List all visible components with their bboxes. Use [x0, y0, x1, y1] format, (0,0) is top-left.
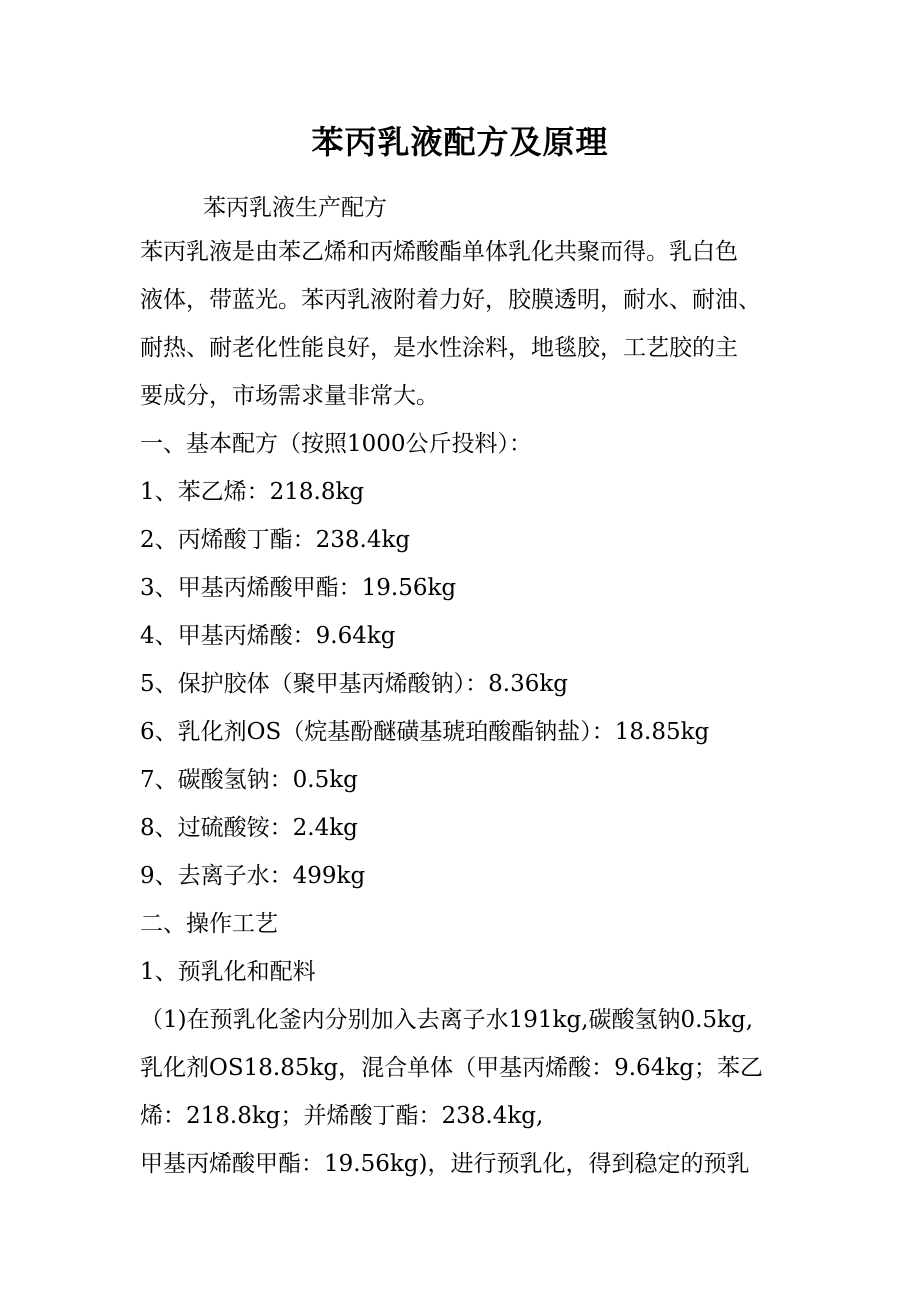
formula-item: 4、甲基丙烯酸：9.64kg [140, 623, 396, 649]
formula-item: 7、碳酸氢钠：0.5kg [140, 767, 358, 793]
intro-line: 苯丙乳液是由苯乙烯和丙烯酸酯单体乳化共聚而得。乳白色 [140, 239, 738, 265]
document-body [140, 188, 785, 1188]
intro-paragraph [140, 228, 785, 420]
formula-item: 1、苯乙烯：218.8kg [140, 479, 365, 505]
step1-line: （1)在预乳化釜内分别加入去离子水191kg,碳酸氢钠0.5kg, [140, 1007, 754, 1033]
step-heading-pre-emulsification: 1、预乳化和配料 [140, 959, 316, 985]
step1-line: 乳化剂OS18.85kg，混合单体（甲基丙烯酸：9.64kg；苯乙 [140, 1055, 763, 1081]
step1-line: 甲基丙烯酸甲酯：19.56kg)，进行预乳化，得到稳定的预乳 [140, 1151, 750, 1177]
formula-list [140, 468, 785, 900]
intro-line: 要成分，市场需求量非常大。 [140, 383, 439, 409]
step1-paragraph [140, 996, 785, 1188]
section-heading-process: 二、操作工艺 [140, 911, 278, 937]
formula-item: 3、甲基丙烯酸甲酯：19.56kg [140, 575, 457, 601]
formula-item: 2、丙烯酸丁酯：238.4kg [140, 527, 411, 553]
formula-item: 6、乳化剂OS（烷基酚醚磺基琥珀酸酯钠盐）：18.85kg [140, 719, 710, 745]
subheading: 苯丙乳液生产配方 [203, 195, 387, 221]
document-title: 苯丙乳液配方及原理 [311, 123, 609, 161]
formula-item: 5、保护胶体（聚甲基丙烯酸钠）：8.36kg [140, 671, 569, 697]
intro-line: 耐热、耐老化性能良好，是水性涂料，地毯胶，工艺胶的主 [140, 335, 738, 361]
formula-item: 9、去离子水：499kg [140, 863, 366, 889]
section-heading-basic-formula: 一、基本配方（按照1000公斤投料）： [140, 431, 533, 457]
formula-item: 8、过硫酸铵：2.4kg [140, 815, 358, 841]
intro-line: 液体，带蓝光。苯丙乳液附着力好，胶膜透明，耐水、耐油、 [140, 287, 761, 313]
step1-line: 烯：218.8kg；并烯酸丁酯：238.4kg, [140, 1103, 544, 1129]
